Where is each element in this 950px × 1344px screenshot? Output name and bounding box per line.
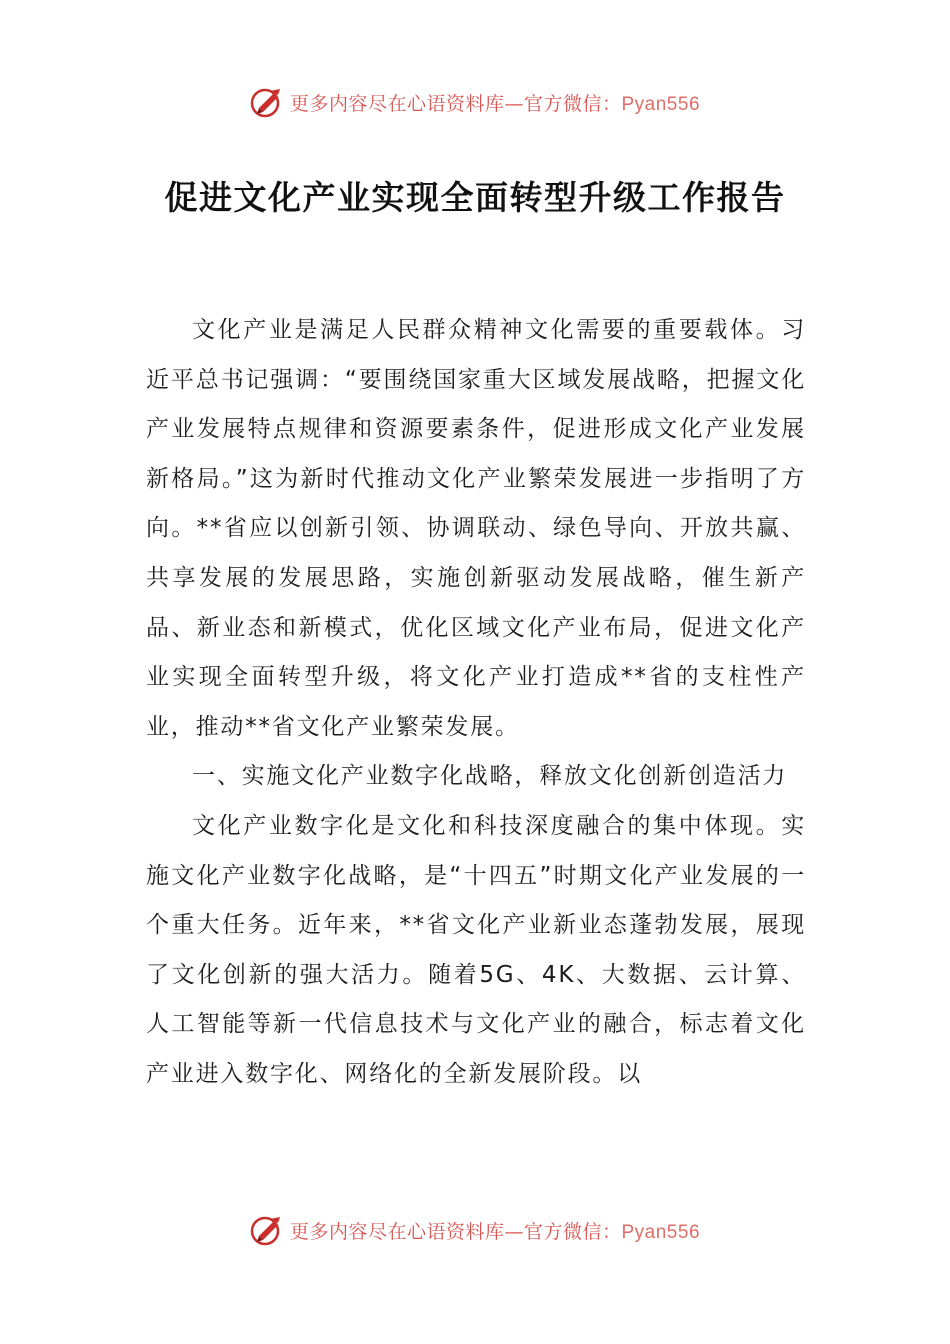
header-banner xyxy=(0,80,950,124)
banner-text: 更多内容尽在心语资料库—官方微信：Pyan556 xyxy=(289,1220,701,1243)
footer-banner xyxy=(0,1208,950,1252)
document-title: 促进文化产业实现全面转型升级工作报告 xyxy=(164,178,786,217)
section-heading-1: 一、实施文化产业数字化战略，释放文化创新创造活力 xyxy=(192,763,788,790)
document-body xyxy=(146,306,806,1100)
pen-circle-logo-icon xyxy=(250,1213,284,1247)
paragraph-intro: 文化产业是满足人民群众精神文化需要的重要载体。习近平总书记强调：“要围绕国家重大区域发展战略，把握文化产业发展特点规律和资源要素条件，促进形成文化产业发展新格局。”这为新时代推动文化产业繁荣发展进一步指明了方向。**省应以创新引领、协调联动、绿色导向、开放共赢、共享发展的发展思路，实施创新驱动发展战略，催生新产品、新业态和新模式，优化区域文化产业布局，促进文化产业实现全面转型升级，将文化产业打造成**省的支柱性产业，推动**省文化产业繁荣发展。 xyxy=(146,317,806,740)
pen-circle-logo-icon xyxy=(250,85,284,119)
banner-text: 更多内容尽在心语资料库—官方微信：Pyan556 xyxy=(289,92,701,115)
paragraph-section-1: 文化产业数字化是文化和科技深度融合的集中体现。实施文化产业数字化战略，是“十四五”时期文化产业发展的一个重大任务。近年来，**省文化产业新业态蓬勃发展，展现了文化创新的强大活力。随着5G、4K、大数据、云计算、人工智能等新一代信息技术与文化产业的融合，标志着文化产业进入数字化、网络化的全新发展阶段。以 xyxy=(146,812,806,1087)
